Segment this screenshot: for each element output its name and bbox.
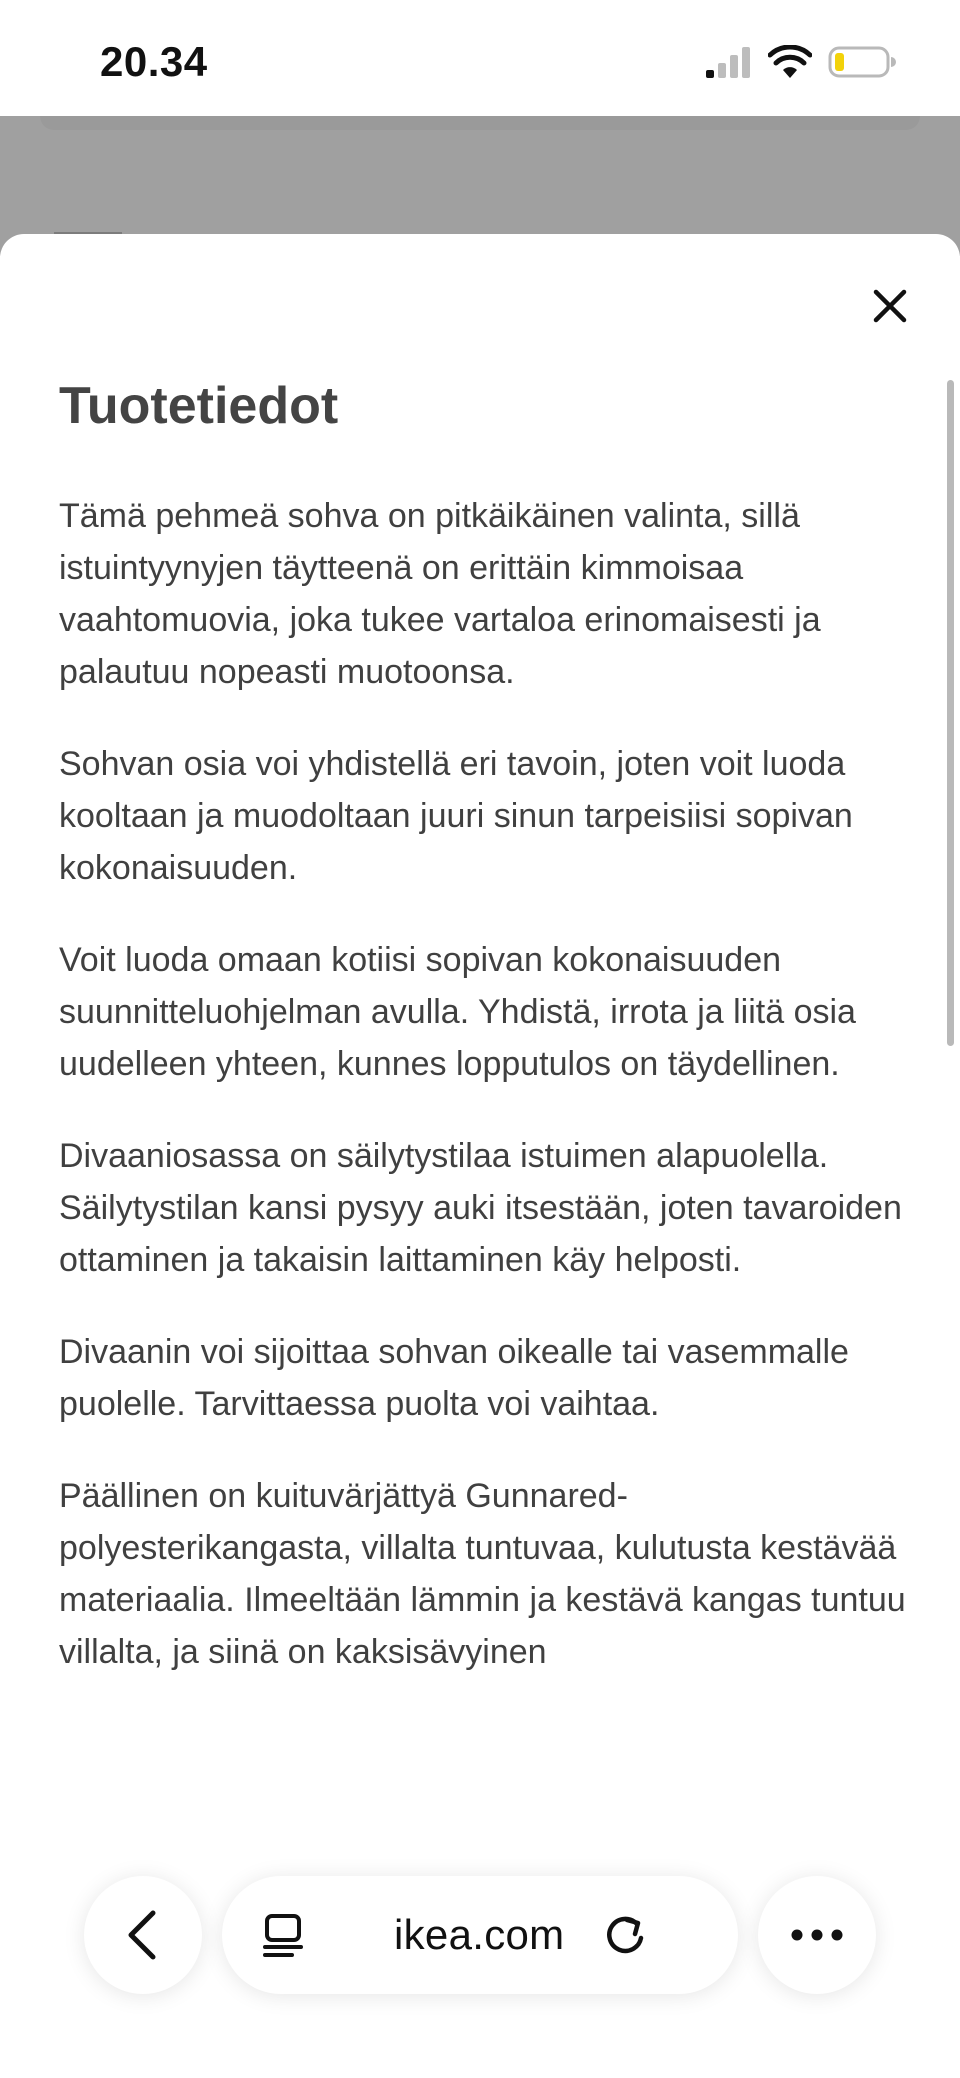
- reader-mode-button[interactable]: [258, 1910, 308, 1960]
- close-button[interactable]: [860, 276, 920, 336]
- paragraph: Sohvan osia voi yhdistellä eri tavoin, joten voit luoda kooltaan ja muodoltaan juuri sinun tarpeisiisi sopivan kokonaisuuden.: [59, 745, 853, 887]
- reload-icon: [600, 1910, 650, 1960]
- status-time: 20.34: [100, 38, 208, 85]
- home-indicator: [334, 2060, 626, 2070]
- paragraph: Päällinen on kuituvärjättyä Gunnared-polyesterikangasta, villalta tuntuvaa, kulutusta kestävää materiaalia. Ilmeeltään lämmin ja kestävä kangas tuntuu villalta, ja siinä on kaksisävyinen: [59, 1477, 906, 1671]
- address-bar[interactable]: [222, 1876, 738, 1994]
- more-button[interactable]: [758, 1876, 876, 1994]
- paragraph: Voit luoda omaan kotiisi sopivan kokonaisuuden suunnitteluohjelman avulla. Yhdistä, irrota ja liitä osia uudelleen yhteen, kunnes lopputulos on täydellinen.: [59, 941, 856, 1083]
- status-bar: [0, 0, 960, 116]
- product-info-sheet: [0, 234, 960, 2078]
- paragraph: Tämä pehmeä sohva on pitkäikäinen valinta, sillä istuintyynyjen täytteenä on erittäin kimmoisaa vaahtomuovia, joka tukee vartaloa erinomaisesti ja palautuu nopeasti muotoonsa.: [59, 497, 821, 691]
- back-button[interactable]: [84, 1876, 202, 1994]
- sheet-content: [59, 376, 909, 1718]
- sheet-title: Tuotetiedot: [59, 377, 339, 435]
- chevron-left-icon: [123, 1909, 163, 1961]
- battery-low-icon: [828, 45, 896, 84]
- browser-toolbar: [0, 1876, 960, 1996]
- wifi-icon: [768, 45, 812, 84]
- reader-mode-icon: [258, 1910, 308, 1960]
- cellular-signal-icon: [704, 46, 752, 83]
- paragraph: Divaanin voi sijoittaa sohvan oikealle tai vasemmalle puolelle. Tarvittaessa puolta voi vaihtaa.: [59, 1333, 849, 1423]
- reload-button[interactable]: [600, 1910, 650, 1960]
- url-text[interactable]: ikea.com: [394, 1911, 565, 1958]
- status-icons: [704, 44, 896, 84]
- more-dots-icon: [791, 1929, 843, 1941]
- scrollbar[interactable]: [947, 380, 954, 1046]
- paragraph: Divaaniosassa on säilytystilaa istuimen alapuolella. Säilytystilan kansi pysyy auki itsestään, joten tavaroiden ottaminen ja takaisin laittaminen käy helposti.: [59, 1137, 902, 1279]
- backdrop-header-strip: [40, 116, 920, 130]
- close-icon: [872, 288, 908, 324]
